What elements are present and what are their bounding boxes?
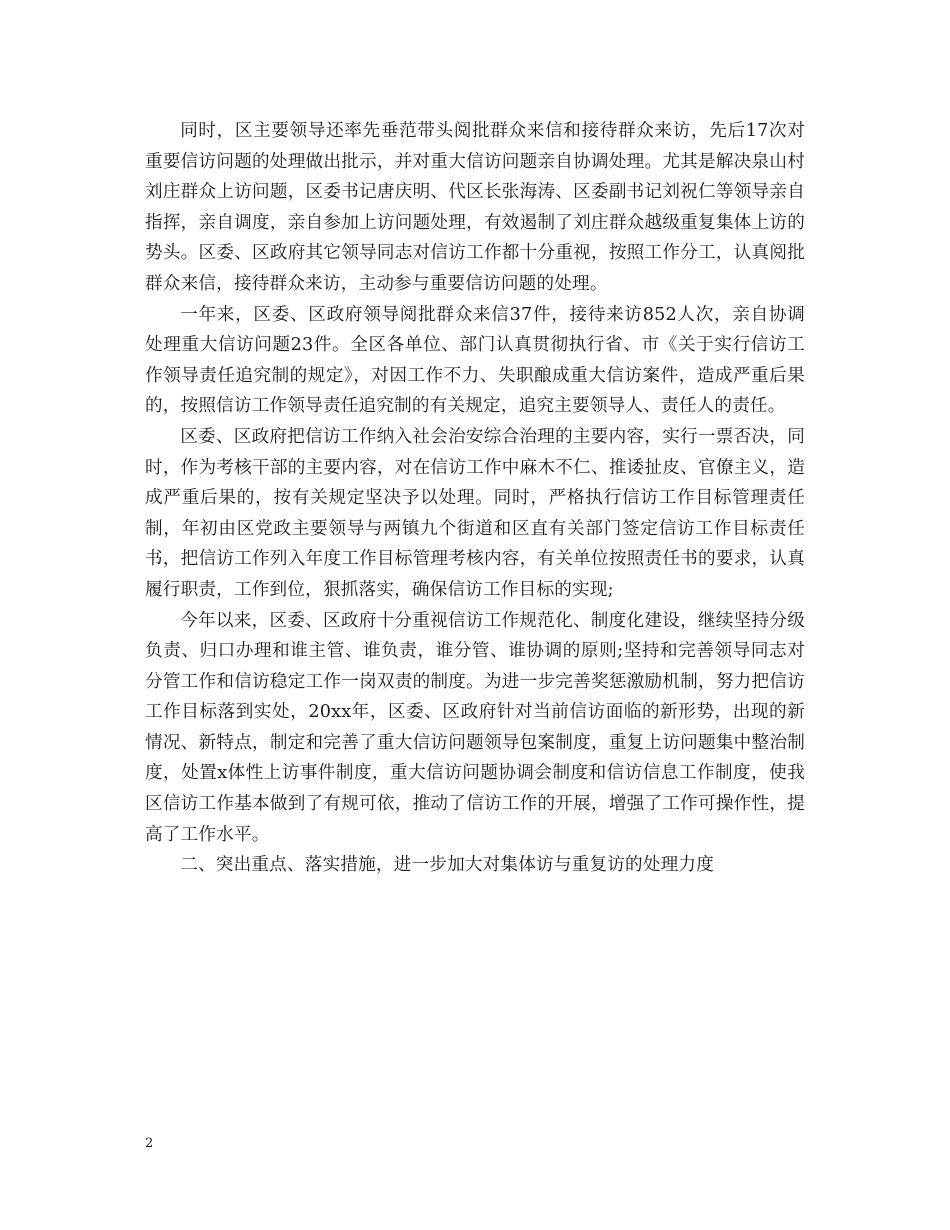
- paragraph-leader-review: 同时，区主要领导还率先垂范带头阅批群众来信和接待群众来访，先后17次对重要信访问题的处理做出批示，并对重大信访问题亲自协调处理。尤其是解决泉山村刘庄群众上访问题，区委书记唐庆明、代区长张海涛、区委副书记刘祝仁等领导亲自指挥，亲自调度，亲自参加上访问题处理，有效遏制了刘庄群众越级重复集体上访的势头。区委、区政府其它领导同志对信访工作都十分重视，按照工作分工，认真阅批群众来信，接待群众来访，主动参与重要信访问题的处理。: [145, 121, 805, 294]
- page-number: 2: [145, 1136, 154, 1151]
- paragraph-institution-building: 今年以来，区委、区政府十分重视信访工作规范化、制度化建设，继续坚持分级负责、归口办理和谁主管、谁负责，谁分管、谁协调的原则;坚持和完善领导同志对分管工作和信访稳定工作一岗双责的制度。为进一步完善奖惩激励机制，努力把信访工作目标落到实处，20xx年，区委、区政府针对当前信访面临的新形势，出现的新情况、新特点，制定和完善了重大信访问题领导包案制度，重复上访问题集中整治制度，处置x体性上访事件制度，重大信访问题协调会制度和信访信息工作制度，使我区信访工作基本做到了有规可依，推动了信访工作的开展，增强了工作可操作性，提高了工作水平。: [145, 610, 805, 845]
- document-body: [145, 116, 805, 881]
- paragraph-yearly-statistics: 一年来，区委、区政府领导阅批群众来信37件，接待来访852人次，亲自协调处理重大信访问题23件。全区各单位、部门认真贯彻执行省、市《关于实行信访工作领导责任追究制的规定》，对因工作不力、失职酿成重大信访案件，造成严重后果的，按照信访工作领导责任追究制的有关规定，追究主要领导人、责任人的责任。: [145, 304, 805, 417]
- paragraph-comprehensive-governance: 区委、区政府把信访工作纳入社会治安综合治理的主要内容，实行一票否决，同时，作为考核干部的主要内容，对在信访工作中麻木不仁、推诿扯皮、官僚主义，造成严重后果的，按有关规定坚决予以处理。同时，严格执行信访工作目标管理责任制，年初由区党政主要领导与两镇九个街道和区直有关部门签定信访工作目标责任书，把信访工作列入年度工作目标管理考核内容，有关单位按照责任书的要求，认真履行职责，工作到位，狠抓落实，确保信访工作目标的实现;: [145, 426, 805, 600]
- section-heading-two: 二、突出重点、落实措施，进一步加大对集体访与重复访的处理力度: [180, 855, 715, 876]
